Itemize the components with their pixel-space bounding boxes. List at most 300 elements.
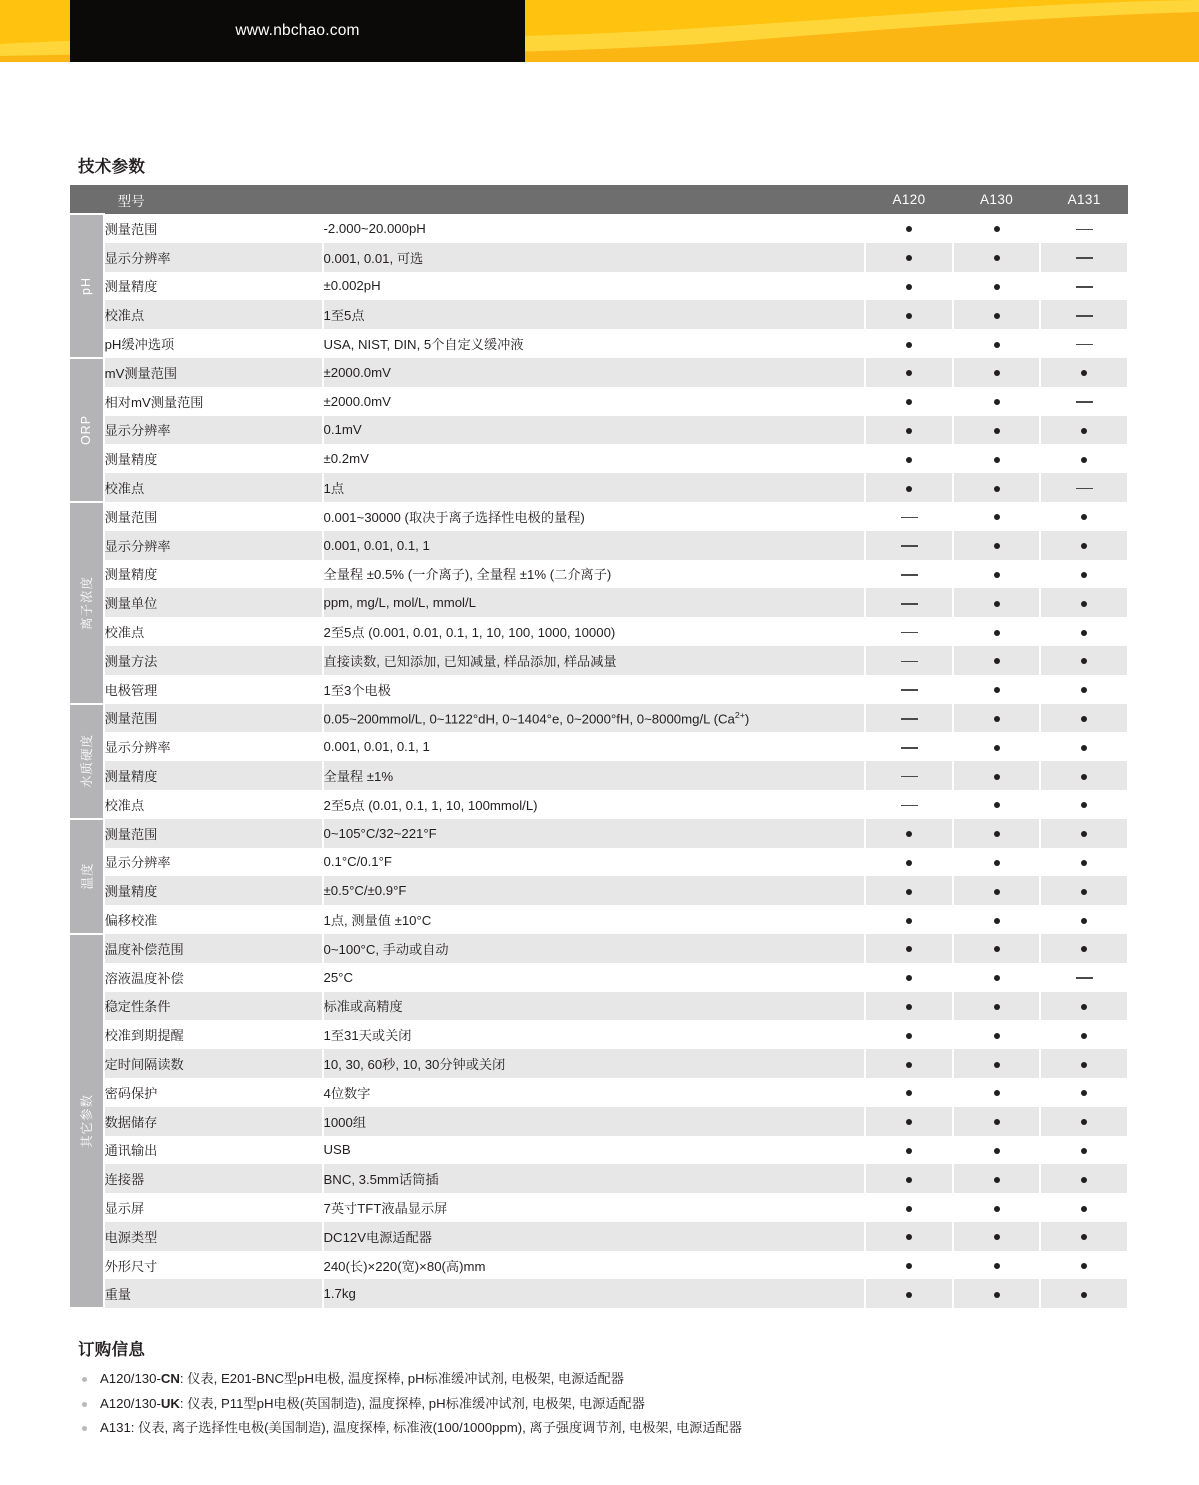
ordering-section-title: 订购信息 [78, 1341, 146, 1360]
supported-dot-icon [1081, 1206, 1087, 1212]
support-marker-a130 [953, 848, 1041, 877]
parameter-value: USA, NIST, DIN, 5个自定义缓冲液 [323, 329, 866, 358]
parameter-value: ±0.5°C/±0.9°F [323, 876, 866, 905]
unsupported-dash-icon [901, 517, 918, 519]
support-marker-a120 [865, 876, 953, 905]
table-row [70, 214, 1128, 243]
supported-dot-icon [906, 342, 912, 348]
table-row [70, 588, 1128, 617]
support-marker-a120 [865, 1049, 953, 1078]
unsupported-dash-icon [901, 747, 918, 749]
parameter-name: 电极管理 [104, 675, 323, 704]
parameter-name: 显示分辨率 [104, 732, 323, 761]
parameter-value: 4位数字 [323, 1078, 866, 1107]
support-marker-a130 [953, 1222, 1041, 1251]
table-row [70, 905, 1128, 934]
supported-dot-icon [1081, 802, 1087, 808]
supported-dot-icon [906, 1004, 912, 1010]
supported-dot-icon [1081, 687, 1087, 693]
supported-dot-icon [906, 1062, 912, 1068]
support-marker-a131 [1040, 1164, 1128, 1193]
supported-dot-icon [994, 630, 1000, 636]
parameter-value: 1点 [323, 473, 866, 502]
unsupported-dash-icon [901, 805, 918, 807]
support-marker-a131 [1040, 531, 1128, 560]
parameter-name: 校准点 [104, 617, 323, 646]
supported-dot-icon [1081, 889, 1087, 895]
support-marker-a131 [1040, 876, 1128, 905]
category-label-cell [70, 819, 104, 934]
supported-dot-icon [906, 399, 912, 405]
support-marker-a131 [1040, 790, 1128, 819]
support-marker-a120 [865, 416, 953, 445]
category-label: 温度 [80, 862, 95, 890]
category-label-cell [70, 214, 104, 358]
supported-dot-icon [906, 1263, 912, 1269]
supported-dot-icon [906, 1292, 912, 1298]
table-row [70, 416, 1128, 445]
support-marker-a120 [865, 243, 953, 272]
parameter-name: 测量精度 [104, 444, 323, 473]
support-marker-a120 [865, 588, 953, 617]
supported-dot-icon [1081, 543, 1087, 549]
supported-dot-icon [994, 918, 1000, 924]
parameter-name: 测量精度 [104, 560, 323, 589]
support-marker-a130 [953, 675, 1041, 704]
support-marker-a130 [953, 502, 1041, 531]
parameter-name: 测量范围 [104, 819, 323, 848]
table-row [70, 272, 1128, 301]
supported-dot-icon [994, 687, 1000, 693]
support-marker-a120 [865, 905, 953, 934]
supported-dot-icon [994, 601, 1000, 607]
supported-dot-icon [994, 342, 1000, 348]
support-marker-a130 [953, 243, 1041, 272]
category-label-cell [70, 704, 104, 819]
support-marker-a130 [953, 1107, 1041, 1136]
support-marker-a120 [865, 1279, 953, 1308]
table-row [70, 502, 1128, 531]
category-label-cell [70, 358, 104, 502]
table-header-row [70, 185, 1128, 214]
support-marker-a131 [1040, 272, 1128, 301]
supported-dot-icon [994, 1263, 1000, 1269]
table-row [70, 1049, 1128, 1078]
parameter-name: 相对mV测量范围 [104, 387, 323, 416]
unsupported-dash-icon [901, 689, 918, 691]
table-row [70, 934, 1128, 963]
supported-dot-icon [1081, 1004, 1087, 1010]
parameter-name: 外形尺寸 [104, 1251, 323, 1280]
support-marker-a130 [953, 1164, 1041, 1193]
support-marker-a120 [865, 329, 953, 358]
page-header-banner [0, 0, 1199, 68]
parameter-value: 0.001, 0.01, 0.1, 1 [323, 732, 866, 761]
table-row [70, 1193, 1128, 1222]
supported-dot-icon [994, 946, 1000, 952]
support-marker-a130 [953, 790, 1041, 819]
table-row [70, 300, 1128, 329]
parameter-name: 显示分辨率 [104, 243, 323, 272]
supported-dot-icon [1081, 514, 1087, 520]
unsupported-dash-icon [1076, 488, 1093, 490]
parameter-value: BNC, 3.5mm话筒插 [323, 1164, 866, 1193]
support-marker-a130 [953, 761, 1041, 790]
parameter-value: 2至5点 (0.01, 0.1, 1, 10, 100mmol/L) [323, 790, 866, 819]
parameter-name: 测量精度 [104, 761, 323, 790]
parameter-name: 校准到期提醒 [104, 1020, 323, 1049]
supported-dot-icon [994, 1090, 1000, 1096]
supported-dot-icon [994, 226, 1000, 232]
support-marker-a131 [1040, 387, 1128, 416]
support-marker-a131 [1040, 934, 1128, 963]
support-marker-a130 [953, 617, 1041, 646]
category-label-cell [70, 934, 104, 1308]
header-model-label: 型号 [104, 185, 323, 214]
support-marker-a131 [1040, 560, 1128, 589]
support-marker-a130 [953, 473, 1041, 502]
parameter-value: 0.05~200mmol/L, 0~1122°dH, 0~1404°e, 0~2000°fH, 0~8000mg/L $(Ca^{2+})$ [323, 704, 866, 733]
header-model-a130: A130 [953, 185, 1041, 214]
support-marker-a120 [865, 704, 953, 733]
support-marker-a120 [865, 1107, 953, 1136]
support-marker-a120 [865, 1222, 953, 1251]
support-marker-a130 [953, 358, 1041, 387]
support-marker-a120 [865, 790, 953, 819]
supported-dot-icon [994, 745, 1000, 751]
support-marker-a131 [1040, 243, 1128, 272]
support-marker-a120 [865, 646, 953, 675]
supported-dot-icon [994, 975, 1000, 981]
parameter-value: 0~105°C/32~221°F [323, 819, 866, 848]
supported-dot-icon [994, 802, 1000, 808]
specifications-table [70, 185, 1129, 1309]
support-marker-a131 [1040, 214, 1128, 243]
parameter-name: 密码保护 [104, 1078, 323, 1107]
parameter-name: 测量精度 [104, 272, 323, 301]
parameter-value: 1.7kg [323, 1279, 866, 1308]
supported-dot-icon [906, 1033, 912, 1039]
bullet-icon [82, 1402, 87, 1407]
supported-dot-icon [1081, 572, 1087, 578]
table-row [70, 560, 1128, 589]
supported-dot-icon [1081, 601, 1087, 607]
support-marker-a131 [1040, 704, 1128, 733]
supported-dot-icon [994, 313, 1000, 319]
spec-section-title: 技术参数 [78, 158, 146, 176]
supported-dot-icon [994, 1119, 1000, 1125]
table-row [70, 848, 1128, 877]
parameter-value: 1000组 [323, 1107, 866, 1136]
support-marker-a120 [865, 732, 953, 761]
supported-dot-icon [994, 1062, 1000, 1068]
ordering-item-text: A131: 仪表, 离子选择性电极(美国制造), 温度探棒, 标准液(100/1000ppm), 离子强度调节剂, 电极架, 电源适配器 [100, 1420, 742, 1436]
support-marker-a130 [953, 1279, 1041, 1308]
parameter-name: 测量范围 [104, 214, 323, 243]
support-marker-a131 [1040, 819, 1128, 848]
ordering-info-list [70, 1367, 1129, 1441]
support-marker-a120 [865, 300, 953, 329]
table-row [70, 761, 1128, 790]
support-marker-a130 [953, 444, 1041, 473]
support-marker-a120 [865, 1078, 953, 1107]
parameter-name: 显示分辨率 [104, 848, 323, 877]
unsupported-dash-icon [901, 574, 918, 576]
header-value-spacer [323, 185, 866, 214]
parameter-value: ±0.002pH [323, 272, 866, 301]
unsupported-dash-icon [1076, 344, 1093, 346]
table-row [70, 617, 1128, 646]
table-row [70, 444, 1128, 473]
supported-dot-icon [906, 1234, 912, 1240]
support-marker-a120 [865, 1251, 953, 1280]
support-marker-a120 [865, 473, 953, 502]
page-content [0, 153, 1199, 1441]
supported-dot-icon [1081, 716, 1087, 722]
parameter-value: ±0.2mV [323, 444, 866, 473]
parameter-value: 直接读数, 已知添加, 已知减量, 样品添加, 样品减量 [323, 646, 866, 675]
supported-dot-icon [906, 457, 912, 463]
supported-dot-icon [1081, 831, 1087, 837]
support-marker-a120 [865, 934, 953, 963]
supported-dot-icon [1081, 1090, 1087, 1096]
unsupported-dash-icon [1076, 229, 1093, 231]
list-item [78, 1392, 1129, 1417]
support-marker-a120 [865, 761, 953, 790]
parameter-value: 全量程 ±0.5% (一介离子), 全量程 ±1% (二介离子) [323, 560, 866, 589]
support-marker-a131 [1040, 1107, 1128, 1136]
support-marker-a120 [865, 272, 953, 301]
supported-dot-icon [906, 1090, 912, 1096]
supported-dot-icon [994, 1033, 1000, 1039]
parameter-value: 1至3个电极 [323, 675, 866, 704]
support-marker-a131 [1040, 1251, 1128, 1280]
table-row [70, 876, 1128, 905]
support-marker-a130 [953, 588, 1041, 617]
support-marker-a130 [953, 300, 1041, 329]
supported-dot-icon [994, 1148, 1000, 1154]
support-marker-a131 [1040, 848, 1128, 877]
support-marker-a130 [953, 905, 1041, 934]
support-marker-a131 [1040, 473, 1128, 502]
supported-dot-icon [906, 226, 912, 232]
parameter-name: 定时间隔读数 [104, 1049, 323, 1078]
support-marker-a130 [953, 732, 1041, 761]
supported-dot-icon [994, 774, 1000, 780]
category-label-cell [70, 502, 104, 704]
support-marker-a130 [953, 934, 1041, 963]
table-row [70, 819, 1128, 848]
support-marker-a120 [865, 1136, 953, 1165]
table-row [70, 243, 1128, 272]
support-marker-a120 [865, 1020, 953, 1049]
support-marker-a131 [1040, 358, 1128, 387]
parameter-name: 测量方法 [104, 646, 323, 675]
support-marker-a131 [1040, 444, 1128, 473]
supported-dot-icon [994, 1234, 1000, 1240]
unsupported-dash-icon [1076, 401, 1093, 403]
supported-dot-icon [1081, 457, 1087, 463]
support-marker-a120 [865, 560, 953, 589]
support-marker-a130 [953, 992, 1041, 1021]
support-marker-a131 [1040, 617, 1128, 646]
table-row [70, 646, 1128, 675]
supported-dot-icon [906, 284, 912, 290]
support-marker-a120 [865, 617, 953, 646]
parameter-value: ppm, mg/L, mol/L, mmol/L [323, 588, 866, 617]
supported-dot-icon [906, 428, 912, 434]
ordering-item-text: A120/130-UK: 仪表, P11型pH电极(英国制造), 温度探棒, pH标准缓冲试剂, 电极架, 电源适配器 [100, 1395, 645, 1411]
unsupported-dash-icon [901, 603, 918, 605]
support-marker-a131 [1040, 1049, 1128, 1078]
parameter-name: 偏移校准 [104, 905, 323, 934]
parameter-value: 2至5点 (0.001, 0.01, 0.1, 1, 10, 100, 1000, 10000) [323, 617, 866, 646]
supported-dot-icon [994, 572, 1000, 578]
parameter-value: 10, 30, 60秒, 10, 30分钟或关闭 [323, 1049, 866, 1078]
supported-dot-icon [1081, 1292, 1087, 1298]
support-marker-a130 [953, 214, 1041, 243]
parameter-value: 全量程 ±1% [323, 761, 866, 790]
support-marker-a130 [953, 1193, 1041, 1222]
bullet-icon [82, 1426, 87, 1431]
category-label: 离子浓度 [80, 575, 95, 630]
supported-dot-icon [994, 1292, 1000, 1298]
parameter-value: ±2000.0mV [323, 358, 866, 387]
parameter-name: 溶液温度补偿 [104, 963, 323, 992]
support-marker-a120 [865, 444, 953, 473]
parameter-name: 测量范围 [104, 502, 323, 531]
category-label: pH [79, 276, 94, 295]
table-row [70, 387, 1128, 416]
unsupported-dash-icon [1076, 977, 1093, 979]
unsupported-dash-icon [901, 545, 918, 547]
parameter-name: 测量范围 [104, 704, 323, 733]
supported-dot-icon [994, 428, 1000, 434]
header-model-a131: A131 [1040, 185, 1128, 214]
support-marker-a131 [1040, 1279, 1128, 1308]
category-label: 水质硬度 [80, 734, 95, 789]
support-marker-a130 [953, 272, 1041, 301]
parameter-name: 校准点 [104, 473, 323, 502]
table-row [70, 1279, 1128, 1308]
supported-dot-icon [1081, 630, 1087, 636]
support-marker-a130 [953, 560, 1041, 589]
table-row [70, 1136, 1128, 1165]
support-marker-a130 [953, 1136, 1041, 1165]
parameter-name: 校准点 [104, 300, 323, 329]
unsupported-dash-icon [1076, 286, 1093, 288]
parameter-value: 0~100°C, 手动或自动 [323, 934, 866, 963]
supported-dot-icon [906, 918, 912, 924]
parameter-name: 温度补偿范围 [104, 934, 323, 963]
support-marker-a120 [865, 502, 953, 531]
supported-dot-icon [994, 543, 1000, 549]
parameter-name: 测量精度 [104, 876, 323, 905]
supported-dot-icon [994, 1004, 1000, 1010]
support-marker-a120 [865, 387, 953, 416]
support-marker-a120 [865, 675, 953, 704]
supported-dot-icon [994, 889, 1000, 895]
supported-dot-icon [1081, 1148, 1087, 1154]
parameter-name: 显示屏 [104, 1193, 323, 1222]
header-model-a120: A120 [865, 185, 953, 214]
supported-dot-icon [1081, 946, 1087, 952]
table-row [70, 790, 1128, 819]
supported-dot-icon [994, 716, 1000, 722]
support-marker-a120 [865, 992, 953, 1021]
support-marker-a131 [1040, 963, 1128, 992]
unsupported-dash-icon [901, 661, 918, 663]
parameter-value: 7英寸TFT液晶显示屏 [323, 1193, 866, 1222]
support-marker-a130 [953, 646, 1041, 675]
support-marker-a131 [1040, 1222, 1128, 1251]
supported-dot-icon [906, 1119, 912, 1125]
parameter-name: 连接器 [104, 1164, 323, 1193]
bullet-icon [82, 1377, 87, 1382]
table-row [70, 732, 1128, 761]
supported-dot-icon [1081, 860, 1087, 866]
support-marker-a130 [953, 1020, 1041, 1049]
parameter-value: 0.001~30000 (取决于离子选择性电极的量程) [323, 502, 866, 531]
category-label: 其它参数 [80, 1094, 95, 1149]
support-marker-a130 [953, 819, 1041, 848]
support-marker-a130 [953, 1251, 1041, 1280]
supported-dot-icon [1081, 1119, 1087, 1125]
support-marker-a130 [953, 1049, 1041, 1078]
parameter-value: 25°C [323, 963, 866, 992]
supported-dot-icon [994, 399, 1000, 405]
support-marker-a120 [865, 963, 953, 992]
parameter-name: 校准点 [104, 790, 323, 819]
parameter-name: mV测量范围 [104, 358, 323, 387]
support-marker-a130 [953, 387, 1041, 416]
table-row [70, 1107, 1128, 1136]
support-marker-a130 [953, 963, 1041, 992]
support-marker-a131 [1040, 732, 1128, 761]
table-row [70, 1078, 1128, 1107]
supported-dot-icon [1081, 370, 1087, 376]
support-marker-a131 [1040, 675, 1128, 704]
supported-dot-icon [906, 975, 912, 981]
table-row [70, 329, 1128, 358]
support-marker-a130 [953, 704, 1041, 733]
supported-dot-icon [1081, 1033, 1087, 1039]
table-row [70, 963, 1128, 992]
supported-dot-icon [1081, 1234, 1087, 1240]
support-marker-a130 [953, 1078, 1041, 1107]
supported-dot-icon [906, 313, 912, 319]
table-row [70, 1020, 1128, 1049]
parameter-value: 1至5点 [323, 300, 866, 329]
support-marker-a131 [1040, 905, 1128, 934]
parameter-value: USB [323, 1136, 866, 1165]
support-marker-a131 [1040, 1078, 1128, 1107]
list-item [78, 1416, 1129, 1441]
support-marker-a120 [865, 819, 953, 848]
table-row [70, 992, 1128, 1021]
parameter-name: 通讯输出 [104, 1136, 323, 1165]
parameter-value: 0.001, 0.01, 0.1, 1 [323, 531, 866, 560]
table-row [70, 1164, 1128, 1193]
table-row [70, 358, 1128, 387]
parameter-value: 标准或高精度 [323, 992, 866, 1021]
supported-dot-icon [994, 284, 1000, 290]
support-marker-a131 [1040, 502, 1128, 531]
parameter-name: 数据储存 [104, 1107, 323, 1136]
parameter-name: 稳定性条件 [104, 992, 323, 1021]
supported-dot-icon [994, 370, 1000, 376]
supported-dot-icon [1081, 918, 1087, 924]
